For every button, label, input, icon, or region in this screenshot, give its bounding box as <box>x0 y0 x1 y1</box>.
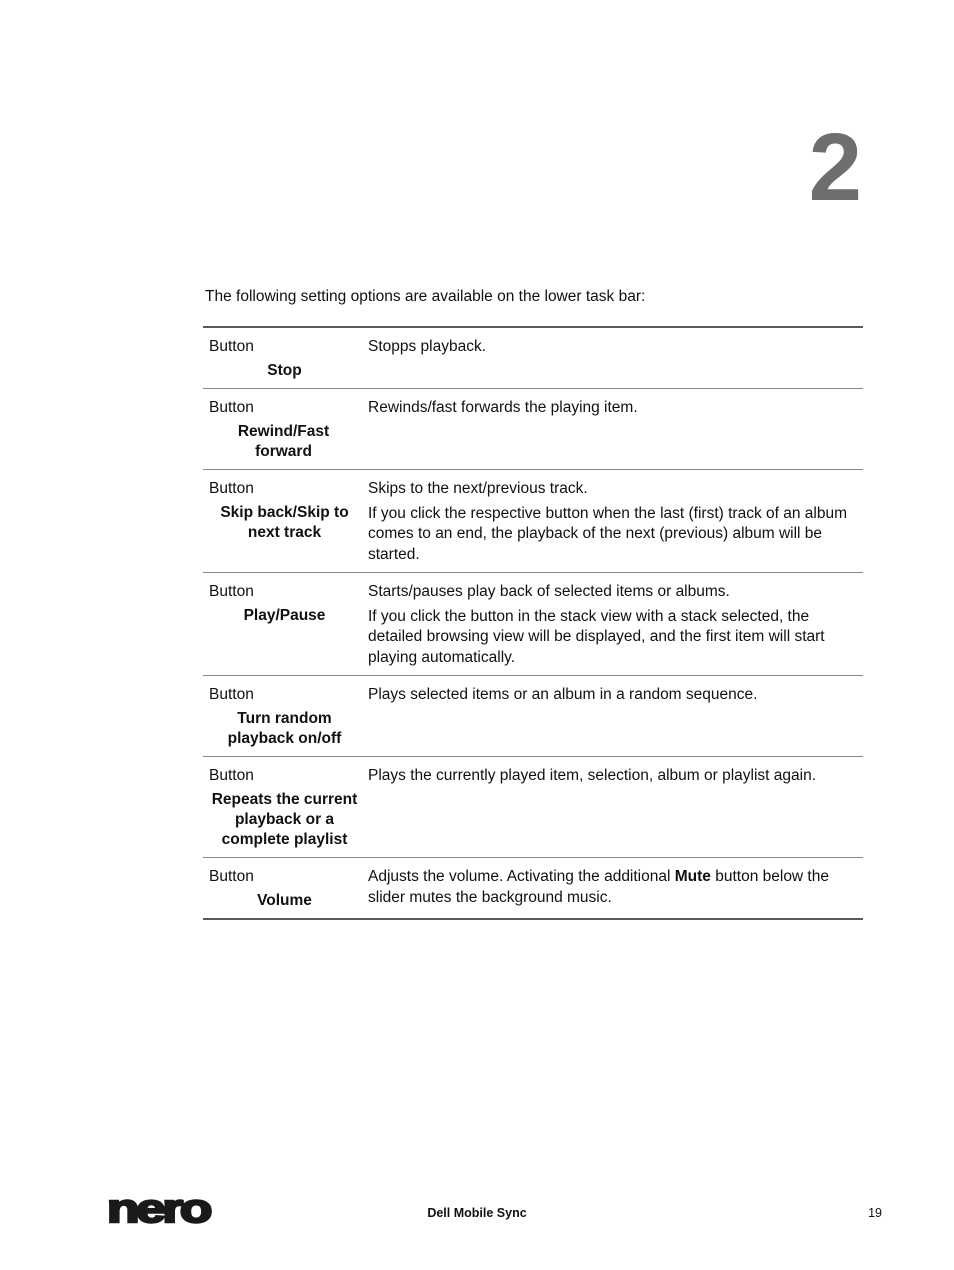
button-name: Rewind/Fast forward <box>237 423 330 460</box>
description-text: Plays selected items or an album in a random sequence. <box>368 686 758 703</box>
button-type-label: Button <box>209 583 254 600</box>
description-text-after: button below the slider mutes the background music. <box>368 868 829 906</box>
description-text-before: Adjusts the volume. Activating the additional <box>368 868 675 885</box>
table-row <box>203 757 863 858</box>
description-text: Skips to the next/previous track. <box>368 480 588 497</box>
description-cell <box>364 867 863 911</box>
page-number: 19 <box>868 1206 882 1220</box>
description-text <box>368 867 857 908</box>
description-text: Plays the currently played item, selection, album or playlist again. <box>368 767 816 784</box>
description-text: If you click the respective button when the last (first) track of an album comes to an end, the playback of the next (previous) album will be started. <box>368 504 847 563</box>
table-row <box>203 328 863 389</box>
description-cell <box>364 582 863 668</box>
table-row <box>203 858 863 920</box>
table-row <box>203 676 863 757</box>
button-type-label: Button <box>209 480 254 497</box>
chapter-number: 2 <box>808 114 862 221</box>
description-cell <box>364 398 863 462</box>
button-cell <box>203 766 364 850</box>
button-cell <box>203 479 364 565</box>
button-name: Volume <box>257 892 312 909</box>
button-type-label: Button <box>209 767 254 784</box>
button-name: Repeats the current playback or a complete playlist <box>211 791 358 848</box>
description-text: Rewinds/fast forwards the playing item. <box>368 399 638 416</box>
settings-table <box>203 326 863 920</box>
description-cell <box>364 337 863 381</box>
button-type-label: Button <box>209 399 254 416</box>
button-cell <box>203 337 364 381</box>
button-cell <box>203 398 364 462</box>
button-cell <box>203 685 364 749</box>
footer-title: Dell Mobile Sync <box>427 1206 527 1220</box>
button-type-label: Button <box>209 686 254 703</box>
button-name: Turn random playback on/off <box>227 710 342 747</box>
description-cell <box>364 685 863 749</box>
table-row <box>203 389 863 470</box>
description-cell <box>364 766 863 850</box>
table-row <box>203 470 863 573</box>
button-type-label: Button <box>209 868 254 885</box>
button-cell <box>203 867 364 911</box>
description-text: Starts/pauses play back of selected items or albums. <box>368 583 730 600</box>
button-name: Skip back/Skip to next track <box>220 504 349 541</box>
table-row <box>203 573 863 676</box>
button-type-label: Button <box>209 338 254 355</box>
button-cell <box>203 582 364 668</box>
mute-label: Mute <box>674 868 711 885</box>
button-name: Play/Pause <box>243 607 326 624</box>
description-text: If you click the button in the stack view with a stack selected, the detailed browsing view will be displayed, and the first item will start playing automatically. <box>368 607 825 666</box>
description-cell <box>364 479 863 565</box>
intro-text: The following setting options are available on the lower task bar: <box>205 288 646 305</box>
description-text: Stopps playback. <box>368 338 487 355</box>
button-name: Stop <box>267 362 302 379</box>
nero-logo-text: nero <box>107 1190 211 1228</box>
